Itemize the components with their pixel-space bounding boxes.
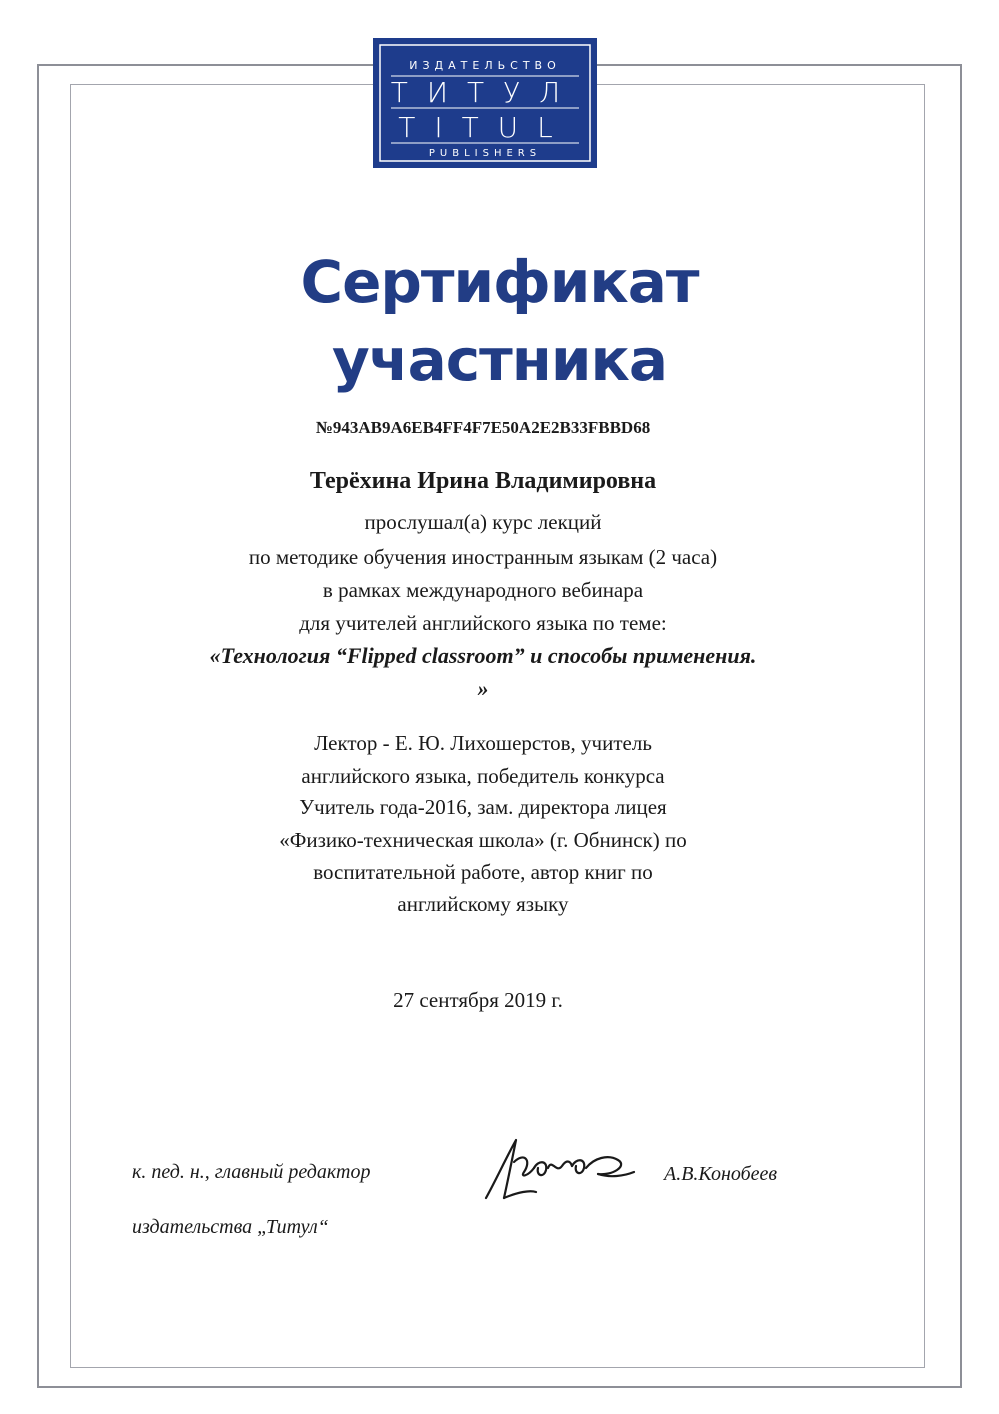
logo-titul-cyrillic: ТИТУЛ (390, 76, 580, 109)
logo-titul-latin: TITUL (398, 111, 572, 144)
logo-publishers-label: PUBLISHERS (428, 148, 542, 159)
body-line: по методике обучения иностранным языкам (2 часа) (248, 545, 718, 569)
body-line: прослушал(а) курс лекций (364, 510, 602, 534)
lecturer-line: «Физико-техническая школа» (г. Обнинск) по (279, 828, 687, 852)
certificate-title: Сертификат (300, 248, 699, 316)
lecturer-line: воспитательной работе, автор книг по (313, 860, 653, 884)
signatory-title: к. пед. н., главный редактор (132, 1161, 371, 1183)
lecturer-line: английскому языку (397, 892, 569, 916)
body-line: для учителей английского языка по теме: (299, 611, 667, 635)
signatory-name: А.В.Конобеев (664, 1163, 778, 1185)
certificate-subtitle: участника (332, 326, 667, 394)
logo-publisher-label: ИЗДАТЕЛЬСТВО (409, 59, 561, 72)
signatory-organization: издательства „Титул“ (132, 1216, 329, 1238)
lecturer-line: английского языка, победитель конкурса (301, 764, 665, 788)
issue-date: 27 сентября 2019 г. (393, 988, 563, 1012)
publisher-logo (373, 38, 597, 168)
lecture-topic-closing-quote: » (477, 676, 489, 701)
lecturer-line: Учитель года-2016, зам. директора лицея (299, 795, 667, 819)
handwritten-signature (478, 1132, 638, 1204)
certificate-number: №943AB9A6EB4FF4F7E50A2E2B33FBBD68 (315, 418, 651, 437)
body-line: в рамках международного вебинара (322, 578, 644, 602)
lecturer-line: Лектор - Е. Ю. Лихошерстов, учитель (314, 731, 652, 755)
lecture-topic: «Технология “Flipped classroom” и способы применения. (209, 643, 757, 668)
recipient-name: Терёхина Ирина Владимировна (309, 468, 657, 494)
